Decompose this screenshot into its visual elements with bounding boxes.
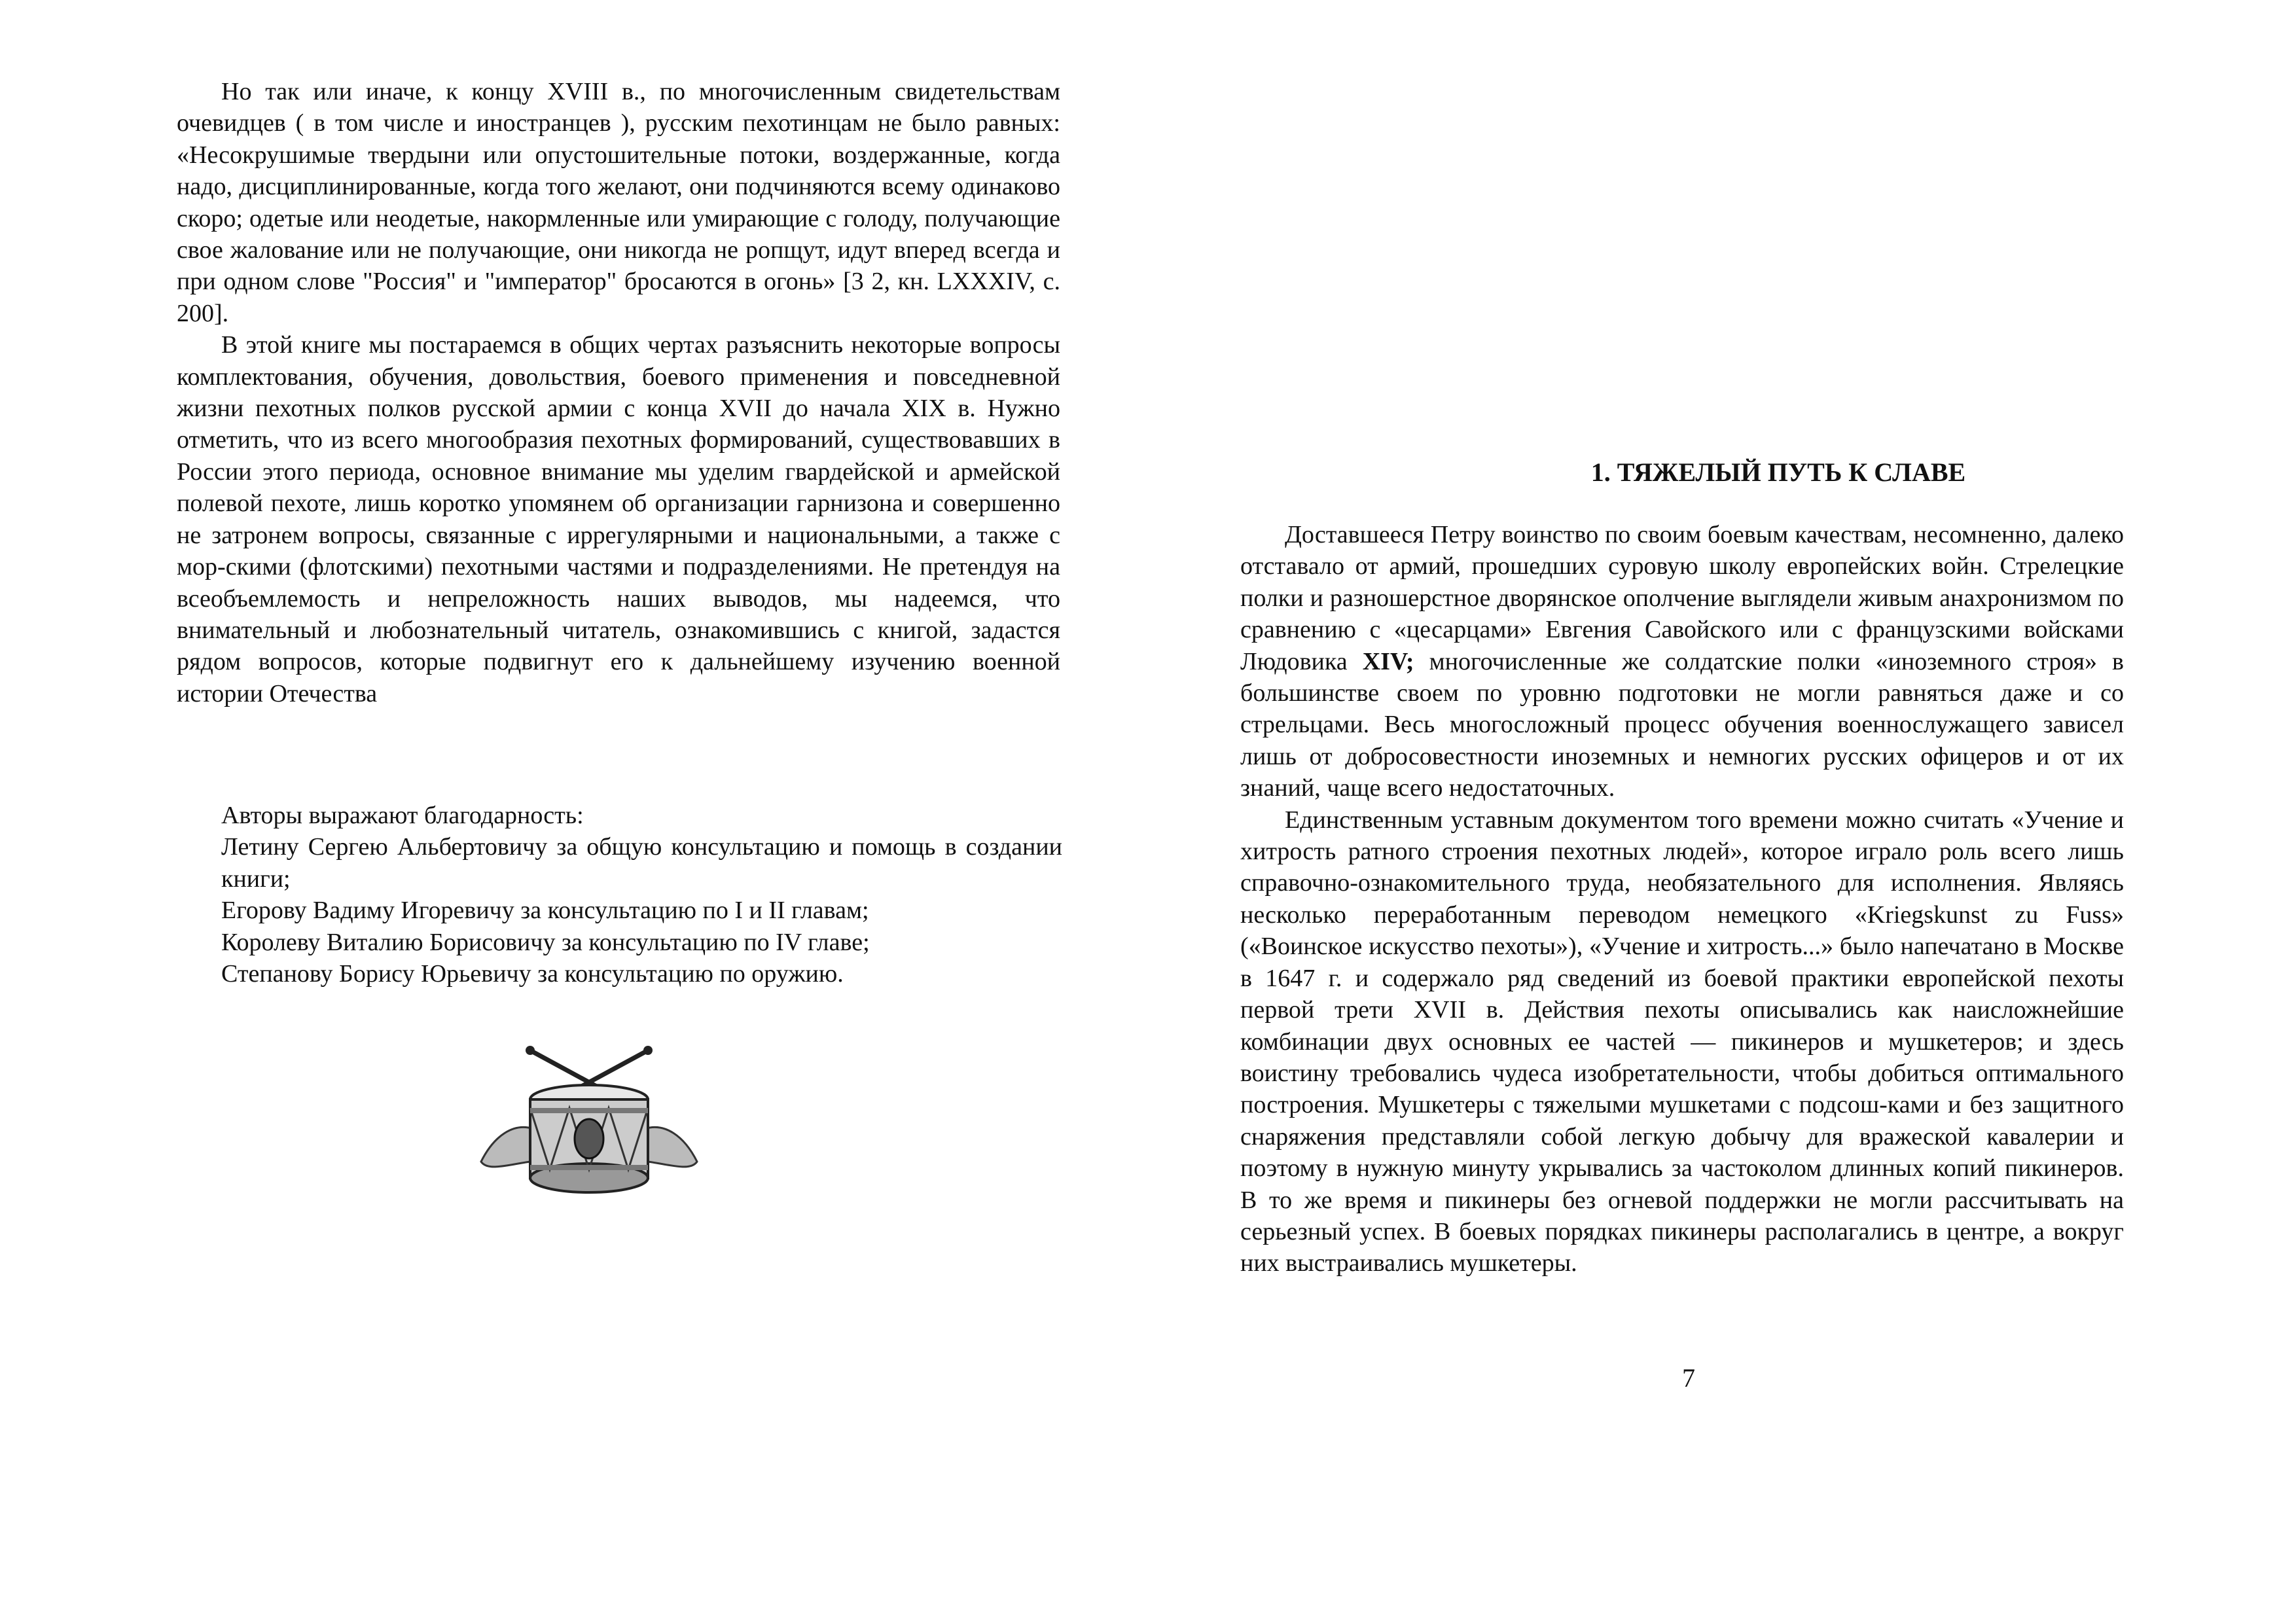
right-page	[1148, 0, 2296, 1623]
paragraph-text: Доставшееся Петру воинство по своим боевым качествам, несомненно, далеко отставало от армий, прошедших суровую школу европейских войн. Стрелецкие полки и разношерстное дворянское ополчение выглядели живым анахронизмом по сравнению с «цесарцами» Евгения Савойского или с французскими войсками Людовика	[1240, 521, 2124, 675]
right-paragraph-1	[1240, 519, 2124, 804]
acknowledgements-heading: Авторы выражают благодарность:	[221, 802, 584, 829]
left-paragraph-2: В этой книге мы постараемся в общих чертах разъяснить некоторые вопросы комплектования, обучения, довольствия, боевого применения и повседневной жизни пехотных полков русской армии с конца XVII до начала XIX в. Нужно отметить, что из всего многообразия пехотных формирований, существовавших в России этого периода, основное внимание мы уделим гвардейской и армейской полевой пехоте, лишь коротко упомянем об организации гарнизона и совершенно не затронем вопросы, связанные с иррегулярными и национальными, а также с мор-скими (флотскими) пехотными частями и подразделениями. Не претендуя на всеобъемлемость и непреложность наших выводов, мы надеемся, что внимательный и любознательный читатель, ознакомившись с книгой, задастся рядом вопросов, которые подвигнут его к дальнейшему изучению военной истории Отечества	[177, 331, 1060, 707]
acknowledgement-item: Королеву Виталию Борисовичу за консультацию по IV главе;	[221, 928, 870, 956]
acknowledgement-item: Степанову Борису Юрьевичу за консультацию по оружию.	[221, 960, 844, 988]
right-page-body	[1240, 519, 2124, 1279]
bold-roman-numeral: XIV;	[1362, 647, 1414, 675]
acknowledgement-item: Летину Сергею Альбертовичу за общую консультацию и помощь в создании книги;	[221, 833, 1062, 893]
left-paragraph-1: Но так или иначе, к концу XVIII в., по многочисленным свидетельствам очевидцев ( в том числе и иностранцев ), русским пехотинцам не было равных: «Несокрушимые твердыни или опустошительные потоки, воздержанные, когда надо, дисциплинированные, когда того желают, они подчиняются всему одинаково скоро; одетые или неодетые, накормленные или умирающие с голоду, получающие свое жалование или не получающие, они никогда не ропщут, идут вперед всегда и при одном слове "Россия" и "император" бросаются в огонь» [3 2, кн. LXXXIV, с. 200].	[177, 78, 1060, 327]
chapter-title: 1. ТЯЖЕЛЫЙ ПУТЬ К СЛАВЕ	[1590, 457, 1966, 487]
acknowledgement-item: Егорову Вадиму Игоревичу за консультацию по I и II главам;	[221, 897, 869, 925]
drum-with-drumsticks-icon	[468, 1031, 710, 1201]
left-page-body	[177, 76, 1060, 709]
page-number: 7	[1682, 1363, 1695, 1393]
paragraph-text: многочисленные же солдатские полки «иноземного строя» в большинстве своем по уровню подготовки не могли равняться даже и со стрельцами. Весь многосложный процесс обучения военнослужащего зависел лишь от добросовестности иноземных и немногих русских офицеров и от их знаний, чаще всего недостаточных.	[1240, 647, 2124, 802]
acknowledgements	[221, 800, 1062, 990]
right-paragraph-2: Единственным уставным документом того времени можно считать «Учение и хитрость ратного строения пехотных людей», которое играло роль всего лишь справочно-ознакомительного труда, необязательного для исполнения. Являясь несколько переработанным переводом немецкого «Kriegskunst zu Fuss» («Воинское искусство пехоты»), «Учение и хитрость...» было напечатано в Москве в 1647 г. и содержало ряд сведений из боевой практики европейской пехоты первой трети XVII в. Действия пехоты описывались как наисложнейшие комбинации двух основных ее частей — пикинеров и мушкетеров; и здесь воистину требовались чудеса изобретательности, чтобы добиться оптимального построения. Мушкетеры с тяжелыми мушкетами с подсош-ками и без защитного снаряжения представляли собой легкую добычу для вражеской кавалерии и поэтому в нужную минуту укрывались за частоколом длинных копий пикинеров. В то же время и пикинеры без огневой поддержки не могли рассчитывать на серьезный успех. В боевых порядках пикинеры располагались в центре, а вокруг них выстраивались мушкетеры.	[1240, 806, 2124, 1277]
